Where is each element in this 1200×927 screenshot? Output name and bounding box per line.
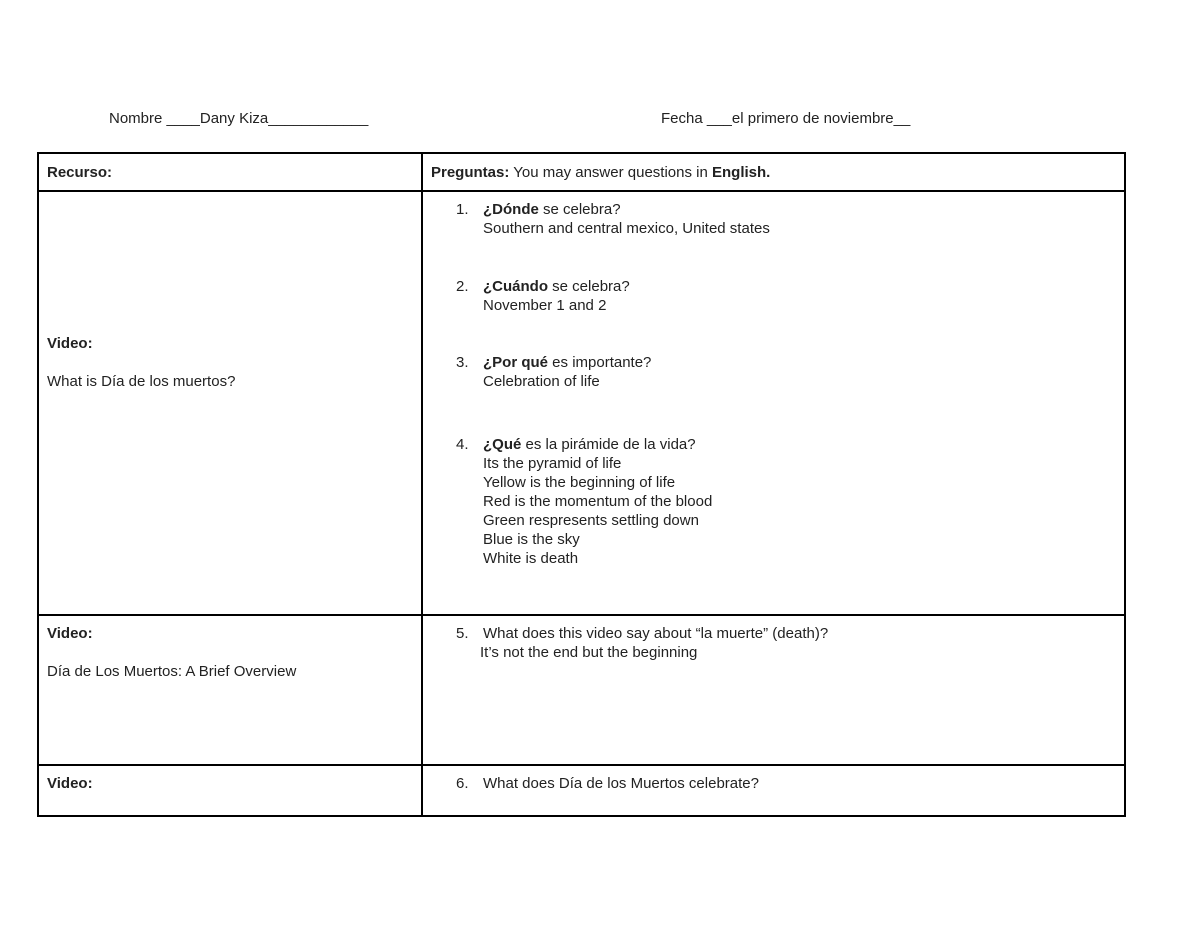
answer-line: Red is the momentum of the blood xyxy=(483,493,713,510)
question-rest: es importante? xyxy=(548,354,652,371)
question-rest: se celebra? xyxy=(548,278,630,295)
questions-cell xyxy=(422,191,1125,615)
answer-line: Yellow is the beginning of life xyxy=(483,474,676,491)
resource-label: Video: xyxy=(47,775,93,792)
question-number: 2. xyxy=(456,278,469,295)
header-resource-cell xyxy=(38,153,422,191)
resource-label: Video: xyxy=(47,335,93,352)
answer-line: White is death xyxy=(483,550,579,567)
question-number: 6. xyxy=(456,775,469,792)
answer-line: Blue is the sky xyxy=(483,531,580,548)
question-keyword: ¿Cuándo xyxy=(483,278,548,295)
question-text xyxy=(483,353,1124,372)
question-rest: se celebra? xyxy=(538,201,621,218)
table-header-row xyxy=(38,153,1125,191)
table-row xyxy=(38,765,1125,816)
question-number: 5. xyxy=(456,625,469,642)
questions-cell xyxy=(422,615,1125,765)
header-questions-label xyxy=(423,154,1124,182)
questions-label-bold: Preguntas: xyxy=(431,164,510,181)
worksheet-table xyxy=(37,152,1126,817)
question-keyword: ¿Dónde xyxy=(483,201,539,218)
question-text xyxy=(483,435,1124,454)
question-text xyxy=(483,200,1124,219)
name-field: Nombre ____Dany Kiza____________ xyxy=(109,110,369,127)
resource-cell xyxy=(38,191,422,615)
question-keyword: ¿Qué xyxy=(483,436,522,453)
date-field: Fecha ___el primero de noviembre__ xyxy=(661,110,911,127)
question-text: What does this video say about “la muerte” (death)? xyxy=(483,625,829,642)
answer-line: Its the pyramid of life xyxy=(483,455,622,472)
question-6 xyxy=(423,774,1124,793)
table-row xyxy=(38,191,1125,615)
question-3 xyxy=(423,353,1124,391)
question-rest: es la pirámide de la vida? xyxy=(521,436,696,453)
questions-cell xyxy=(422,765,1125,816)
question-1 xyxy=(423,200,1124,238)
resource-title: What is Día de los muertos? xyxy=(47,373,236,390)
resource-title: Día de Los Muertos: A Brief Overview xyxy=(47,663,297,680)
resource-cell xyxy=(38,765,422,816)
question-text: What does Día de los Muertos celebrate? xyxy=(483,775,759,792)
table-row xyxy=(38,615,1125,765)
answer-line: Green respresents settling down xyxy=(483,512,699,529)
question-4 xyxy=(423,435,1124,568)
answer-line: It’s not the end but the beginning xyxy=(480,644,698,661)
header-resource-label: Recurso: xyxy=(47,164,113,181)
question-5 xyxy=(423,624,1124,662)
question-keyword: ¿Por qué xyxy=(483,354,549,371)
answer-line: November 1 and 2 xyxy=(483,297,607,314)
answer-line: Celebration of life xyxy=(483,373,600,390)
question-number: 1. xyxy=(456,201,469,218)
question-2 xyxy=(423,277,1124,315)
question-number: 4. xyxy=(456,436,469,453)
questions-label-language: English. xyxy=(711,164,771,181)
question-text xyxy=(483,277,1124,296)
answer-line: Southern and central mexico, United states xyxy=(483,220,770,237)
question-number: 3. xyxy=(456,354,469,371)
questions-label-text: You may answer questions in xyxy=(509,164,712,181)
resource-cell xyxy=(38,615,422,765)
header-questions-cell xyxy=(422,153,1125,191)
resource-label: Video: xyxy=(47,625,93,642)
